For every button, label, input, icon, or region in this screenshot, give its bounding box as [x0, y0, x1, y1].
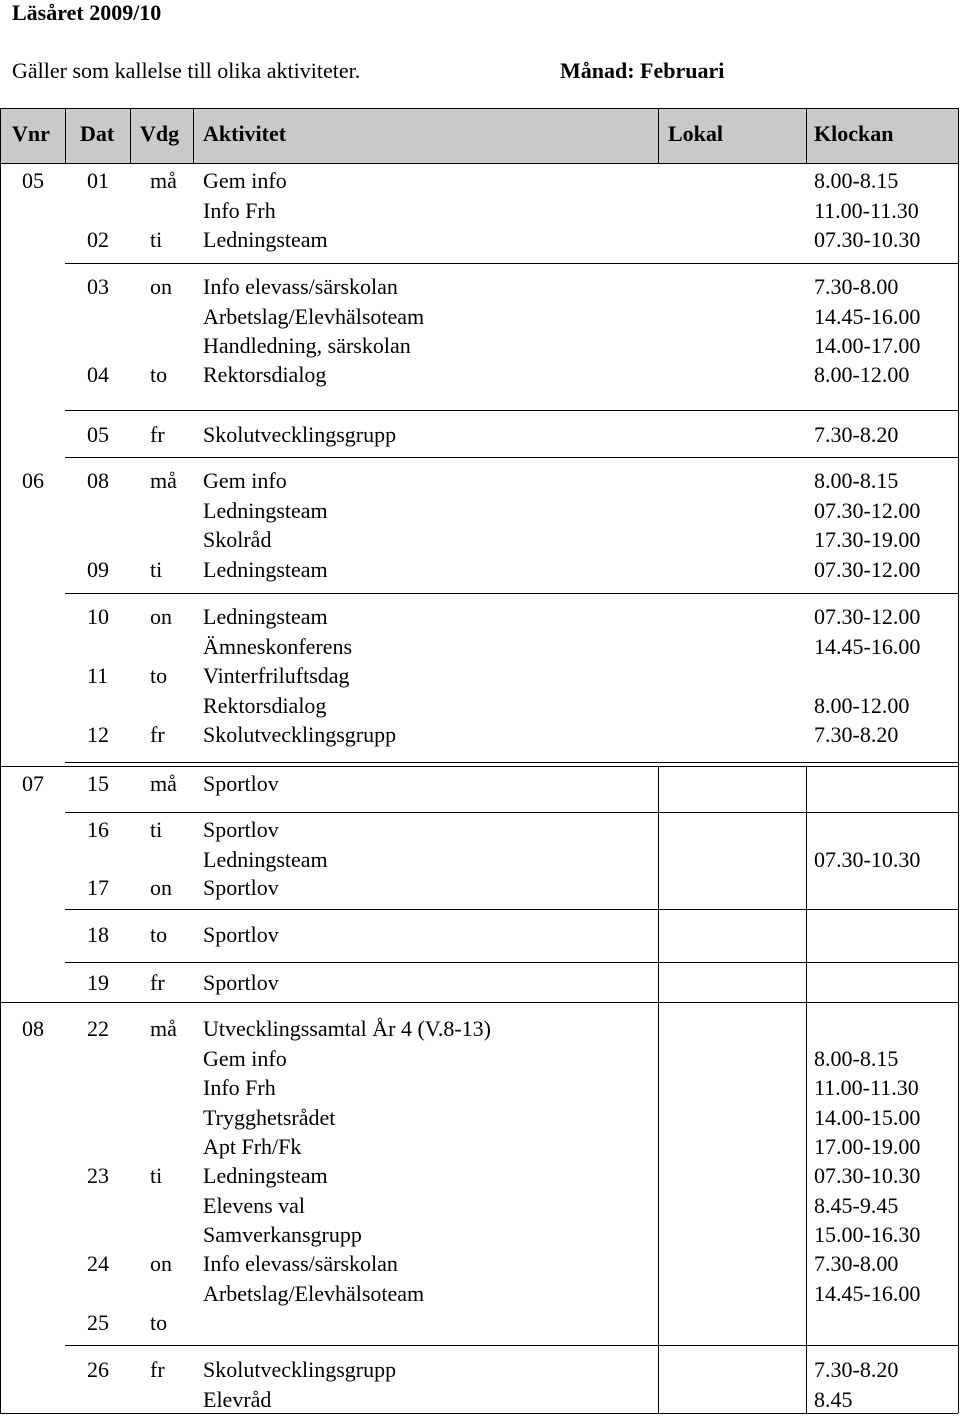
lokal-divider-upper [658, 766, 659, 1002]
activity-text: Skolutvecklingsgrupp [203, 1357, 397, 1382]
activity-text: Ledningsteam [203, 604, 328, 629]
day-date: 08 [87, 468, 109, 493]
table-bottom-border [0, 1413, 958, 1414]
lokal-divider-lower [658, 1002, 659, 1413]
header-divider-vnr [65, 108, 66, 163]
month-label: Månad: Februari [560, 58, 725, 83]
time-text: 07.30-12.00 [814, 604, 921, 629]
week-number: 08 [22, 1016, 44, 1041]
header-bottom-border [0, 163, 958, 164]
activity-text: Trygghetsrådet [203, 1104, 336, 1130]
weekday: to [150, 663, 168, 688]
activity-text: Ledningsteam [203, 1163, 328, 1188]
activity-text: Rektorsdialog [203, 692, 327, 718]
activity-text: Info elevass/särskolan [203, 1251, 398, 1276]
day-separator [65, 812, 958, 813]
activity-text: Info elevass/särskolan [203, 274, 398, 299]
day-separator [65, 909, 958, 910]
activity-text: Rektorsdialog [203, 362, 327, 387]
activity-text: Sportlov [203, 970, 279, 995]
time-text: 14.45-16.00 [814, 633, 921, 659]
weekday: fr [150, 722, 165, 747]
doc-title: Läsåret 2009/10 [12, 0, 162, 25]
day-separator [65, 593, 958, 594]
time-text: 14.45-16.00 [814, 303, 921, 329]
activity-text: Handledning, särskolan [203, 333, 411, 358]
day-date: 04 [87, 362, 109, 387]
time-text: 17.00-19.00 [814, 1134, 921, 1159]
day-date: 26 [87, 1357, 109, 1382]
weekday: to [150, 362, 168, 387]
day-separator [65, 457, 958, 458]
day-date: 19 [87, 970, 109, 995]
weekday: ti [150, 557, 163, 582]
header-dat: Dat [80, 121, 115, 146]
time-text: 8.00-8.15 [814, 168, 899, 193]
klockan-divider-upper [806, 766, 807, 1002]
day-date: 24 [87, 1251, 109, 1276]
header-vnr: Vnr [12, 121, 50, 146]
time-text: 7.30-8.20 [814, 422, 899, 447]
weekday: ti [150, 817, 163, 842]
time-text: 15.00-16.30 [814, 1222, 921, 1247]
day-separator [65, 263, 958, 264]
activity-text: Apt Frh/Fk [203, 1134, 302, 1159]
weekday: ti [150, 1163, 163, 1188]
time-text: 14.00-17.00 [814, 333, 921, 358]
week-number: 05 [22, 168, 44, 193]
day-date: 10 [87, 604, 109, 629]
header-lokal: Lokal [668, 121, 724, 146]
time-text: 8.45-9.45 [814, 1192, 899, 1218]
header-aktivitet: Aktivitet [203, 121, 287, 146]
time-text: 7.30-8.00 [814, 274, 899, 299]
table-right-border [958, 108, 959, 1413]
activity-text: Gem info [203, 168, 287, 193]
day-date: 02 [87, 227, 109, 252]
weekday: fr [150, 422, 165, 447]
week-separator [0, 1002, 958, 1003]
activity-text: Sportlov [203, 875, 279, 900]
week-separator [0, 766, 958, 767]
activity-text: Vinterfriluftsdag [203, 663, 350, 688]
activity-text: Skolutvecklingsgrupp [203, 722, 397, 747]
weekday: fr [150, 970, 165, 995]
activity-text: Gem info [203, 1045, 287, 1071]
weekday: må [150, 1016, 177, 1041]
activity-text: Skolråd [203, 527, 272, 552]
time-text: 07.30-10.30 [814, 227, 921, 252]
week-number: 06 [22, 468, 44, 493]
day-date: 09 [87, 557, 109, 582]
time-text: 7.30-8.00 [814, 1251, 899, 1276]
day-separator [65, 962, 958, 963]
time-text: 8.00-12.00 [814, 692, 910, 718]
klockan-divider-lower [806, 1002, 807, 1413]
header-divider-vdg [193, 108, 194, 163]
day-separator [65, 762, 958, 763]
activity-text: Arbetslag/Elevhälsoteam [203, 1280, 425, 1306]
day-date: 15 [87, 771, 109, 796]
activity-text: Gem info [203, 468, 287, 493]
activity-text: Ledningsteam [203, 557, 328, 582]
weekday: on [150, 1251, 172, 1276]
activity-text: Elevråd [203, 1386, 272, 1412]
day-date: 05 [87, 422, 109, 447]
activity-text: Sportlov [203, 817, 279, 842]
week-number: 07 [22, 771, 44, 796]
activity-text: Info Frh [203, 197, 276, 223]
time-text: 07.30-10.30 [814, 846, 921, 872]
activity-text: Sportlov [203, 771, 279, 796]
weekday: ti [150, 227, 163, 252]
day-date: 18 [87, 922, 109, 947]
activity-text: Samverkansgrupp [203, 1222, 362, 1247]
lokal-column-divider [658, 108, 659, 163]
activity-text: Ledningsteam [203, 497, 328, 523]
klockan-column-divider [806, 108, 807, 163]
weekday: on [150, 604, 172, 629]
day-date: 25 [87, 1310, 109, 1335]
time-text: 7.30-8.20 [814, 722, 899, 747]
time-text: 17.30-19.00 [814, 527, 921, 552]
activity-text: Sportlov [203, 922, 279, 947]
weekday: må [150, 168, 177, 193]
time-text: 14.45-16.00 [814, 1280, 921, 1306]
day-date: 03 [87, 274, 109, 299]
time-text: 7.30-8.20 [814, 1357, 899, 1382]
time-text: 14.00-15.00 [814, 1104, 921, 1130]
time-text: 07.30-10.30 [814, 1163, 921, 1188]
activity-text: Skolutvecklingsgrupp [203, 422, 397, 447]
activity-text: Arbetslag/Elevhälsoteam [203, 303, 425, 329]
header-vdg: Vdg [140, 121, 180, 146]
header-klockan: Klockan [814, 121, 894, 146]
activity-text: Ledningsteam [203, 227, 328, 252]
doc-subtitle: Gäller som kallelse till olika aktiviteter. [12, 58, 361, 83]
time-text: 8.45 [814, 1386, 853, 1412]
time-text: 11.00-11.30 [814, 1075, 919, 1100]
day-date: 01 [87, 168, 109, 193]
time-text: 8.00-8.15 [814, 1045, 899, 1071]
day-date: 11 [87, 663, 109, 688]
day-separator [65, 1345, 958, 1346]
activity-text: Utvecklingssamtal År 4 (V.8-13) [203, 1016, 491, 1041]
weekday: on [150, 875, 172, 900]
weekday: fr [150, 1357, 165, 1382]
weekday: to [150, 1310, 168, 1335]
activity-text: Ämneskonferens [203, 633, 353, 659]
time-text: 07.30-12.00 [814, 497, 921, 523]
day-date: 12 [87, 722, 109, 747]
activity-text: Ledningsteam [203, 846, 328, 872]
day-date: 17 [87, 875, 109, 900]
activity-text: Info Frh [203, 1075, 276, 1100]
header-divider-dat [130, 108, 131, 163]
weekday: må [150, 771, 177, 796]
weekday: må [150, 468, 177, 493]
time-text: 07.30-12.00 [814, 557, 921, 582]
day-separator [65, 410, 958, 411]
table-left-border [0, 108, 1, 1413]
weekday: on [150, 274, 172, 299]
table-top-border [0, 108, 958, 109]
activity-text: Elevens val [203, 1192, 306, 1218]
weekday: to [150, 922, 168, 947]
day-date: 23 [87, 1163, 109, 1188]
time-text: 8.00-12.00 [814, 362, 910, 387]
day-date: 16 [87, 817, 109, 842]
time-text: 8.00-8.15 [814, 468, 899, 493]
day-date: 22 [87, 1016, 109, 1041]
time-text: 11.00-11.30 [814, 197, 919, 223]
